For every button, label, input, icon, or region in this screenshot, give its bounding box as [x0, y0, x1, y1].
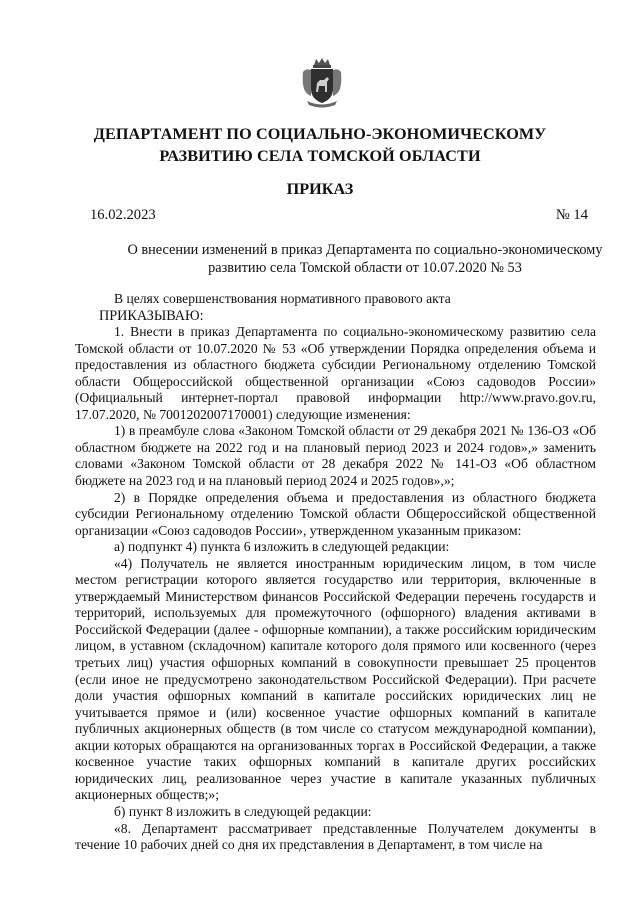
document-date: 16.02.2023: [90, 207, 156, 223]
department-name-line-2: РАЗВИТИЮ СЕЛА ТОМСКОЙ ОБЛАСТИ: [159, 147, 481, 165]
subject-line-1: О внесении изменений в приказ Департамента по социально-экономическому: [127, 242, 603, 258]
department-name: [0, 123, 640, 167]
subject-line-2: развитию села Томской области от 10.07.2020 № 53: [208, 260, 522, 277]
paragraph-clause-8: «8. Департамент рассматривает представленные Получателем документы в течение 10 рабочих дней со дня их представления в Департамент, в том числе на: [75, 820, 596, 853]
order-word: ПРИКАЗЫВАЮ:: [99, 307, 204, 324]
preamble: В целях совершенствования нормативного правового акта: [114, 291, 451, 306]
document-subject: [90, 241, 640, 278]
paragraph-clause-4: «4) Получатель не является иностранным юридическим лицом, в том числе местом регистрации которого является государство или территория, включенные в утверждаемый Министерством финансов Российской Федерации перечень государств и территорий, используемых для промежуточного (офшорного) владения активами в Российской Федерации (далее - офшорные компании), а также российским юридическим лицом, в уставном (складочном) капитале которого доля прямого или косвенного (через третьих лиц) участия офшорных компаний в совокупности превышает 25 процентов (если иное не предусмотрено законодательством Российской Федерации). При расчете доли участия офшорных компаний в капитале российских юридических лиц не учитывается прямое и (или) косвенное участие офшорных компаний в капитале публичных акционерных обществ (в том числе со статусом международной компании), акции которых обращаются на организованных торгах в Российской Федерации, а также косвенное участие таких офшорных компаний в капитале других российских юридических лиц, реализованное через участие в капитале указанных публичных акционерных обществ;»;: [75, 555, 596, 803]
document-number: № 14: [555, 207, 588, 223]
paragraph-1: 1. Внести в приказ Департамента по социально-экономическому развитию села Томской области от 10.07.2020 № 53 «Об утверждении Порядка определения объема и предоставления из областного бюджета субсидии Региональному отделению Томской области Общероссийской общественной организации «Союз садоводов России» (Официальный интернет-портал правовой информации http://www.pravo.gov.ru, 17.07.2020, № 7001202007170001) следующие изменения:: [75, 324, 596, 422]
paragraph-subitem-a: а) подпункт 4) пункта 6 изложить в следующей редакции:: [114, 539, 450, 555]
department-name-line-1: ДЕПАРТАМЕНТ ПО СОЦИАЛЬНО-ЭКОНОМИЧЕСКОМУ: [93, 125, 547, 143]
paragraph-subitem-b: б) пункт 8 изложить в следующей редакции:: [114, 803, 372, 819]
coat-of-arms-icon: [300, 56, 344, 108]
paragraph-1-2: 2) в Порядке определения объема и предоставления из областного бюджета субсидии Региональному отделению Томской области Общероссийской общественной организации «Союз садоводов России», утвержденном указанным приказом:: [75, 489, 596, 538]
document-body: [75, 291, 596, 854]
paragraph-1-1: 1) в преамбуле слова «Законом Томской области от 29 декабря 2021 № 136-ОЗ «Об областном бюджете на 2022 год и на плановый период 2023 и 2024 годов»,» заменить словами «Законом Томской области от 28 декабря 2022 № 141-ОЗ «Об областном бюджете на 2023 год и на плановый период 2024 и 2025 годов»,»;: [75, 423, 596, 489]
document-type: ПРИКАЗ: [286, 180, 354, 198]
